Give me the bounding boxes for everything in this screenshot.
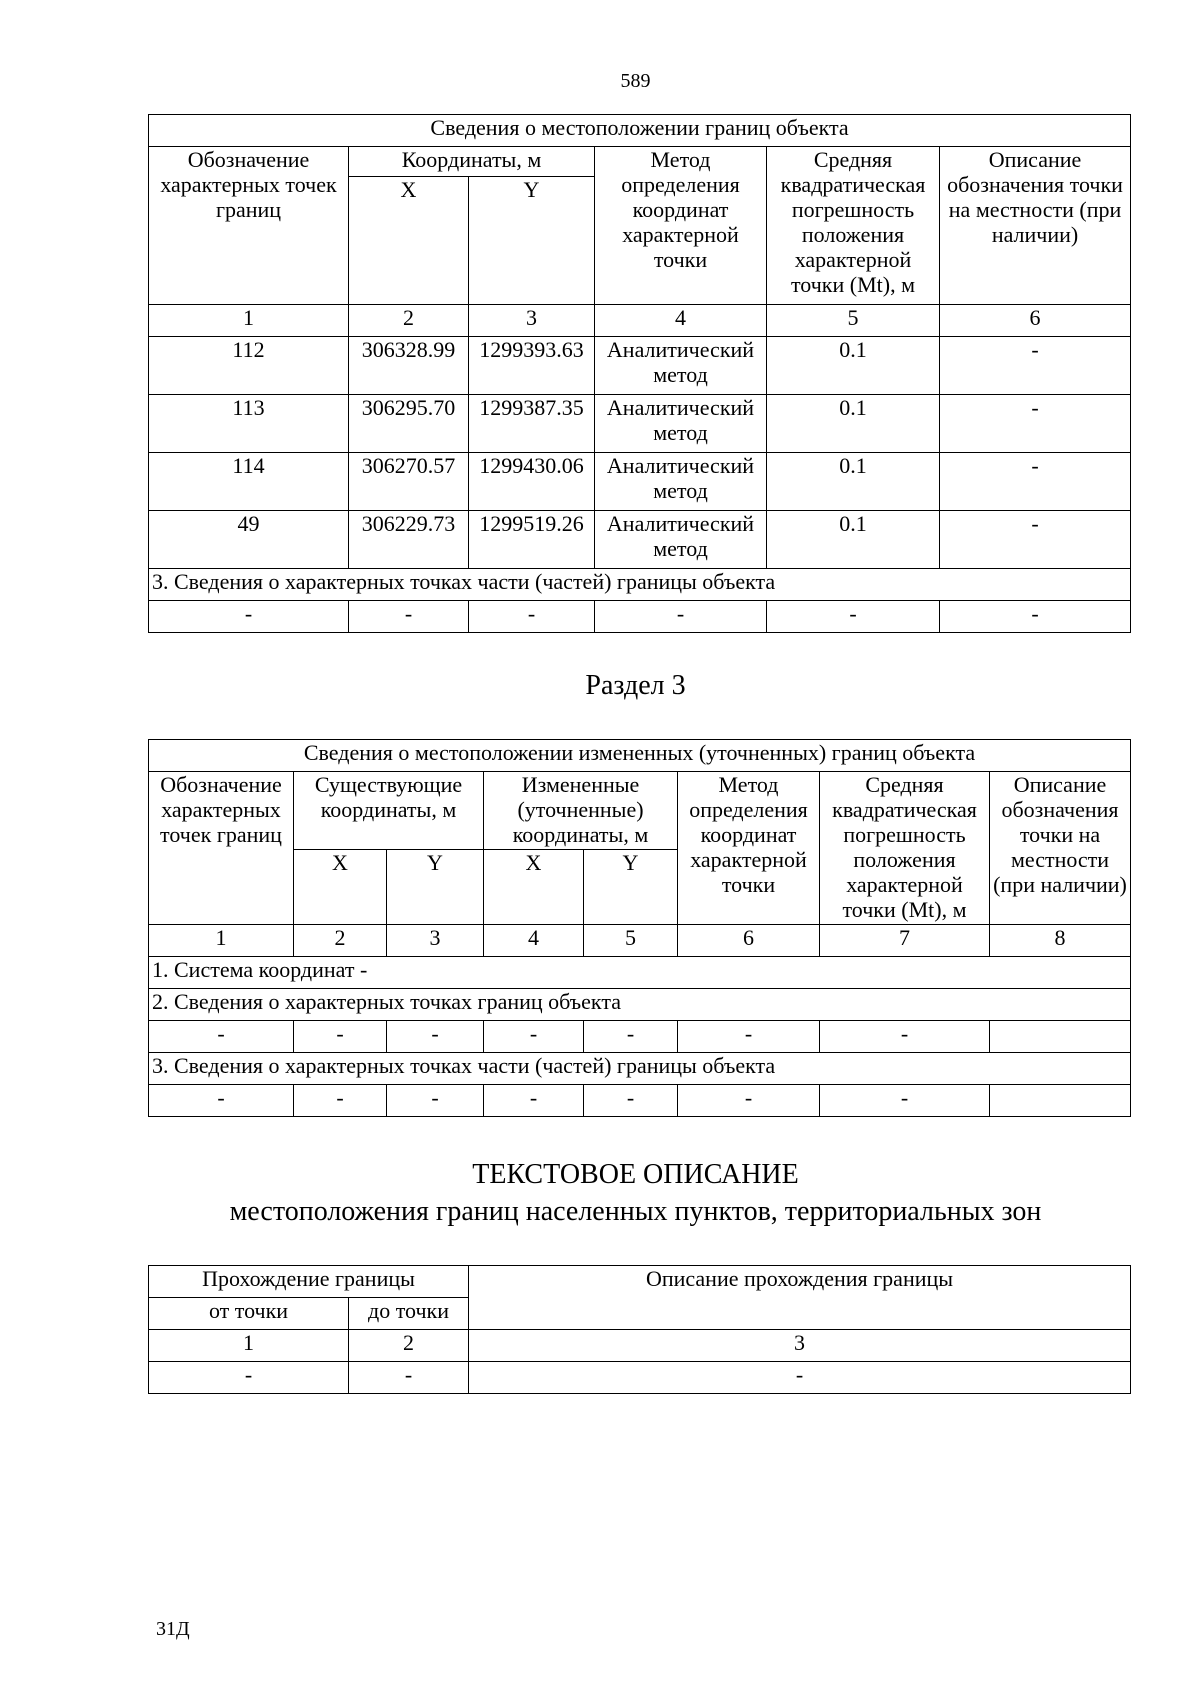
empty-cell	[990, 1021, 1131, 1053]
empty-cell: -	[294, 1021, 387, 1053]
empty-cell: -	[349, 601, 469, 633]
empty-cell: -	[469, 1362, 1131, 1394]
column-number: 7	[820, 925, 990, 957]
cell-point: 114	[149, 453, 349, 511]
header-description: Описание обозначения точки на местности (при наличии)	[940, 147, 1131, 305]
empty-cell: -	[484, 1021, 584, 1053]
coord-system-row: 1. Система координат -	[149, 957, 1131, 989]
cell-description: -	[940, 395, 1131, 453]
column-number: 3	[469, 1330, 1131, 1362]
boundary-points-table	[148, 114, 1131, 633]
changed-boundary-table	[148, 739, 1131, 1117]
header-method: Метод определения координат характерной точки	[678, 772, 820, 925]
empty-cell: -	[678, 1085, 820, 1117]
column-number: 6	[940, 305, 1131, 337]
empty-cell: -	[349, 1362, 469, 1394]
cell-x: 306229.73	[349, 511, 469, 569]
table-row	[149, 601, 1131, 633]
header-existing-coords: Существующие координаты, м	[294, 772, 484, 850]
empty-cell: -	[149, 1085, 294, 1117]
table-row	[149, 1085, 1131, 1117]
cell-x: 306270.57	[349, 453, 469, 511]
empty-cell: -	[149, 1021, 294, 1053]
text-description-subtitle: местоположения границ населенных пунктов, территориальных зон	[229, 1196, 1042, 1227]
column-number: 6	[678, 925, 820, 957]
header-coords: Координаты, м	[349, 147, 595, 177]
table-row	[149, 453, 1131, 511]
section-title: Раздел 3	[585, 670, 686, 701]
column-number: 4	[484, 925, 584, 957]
cell-point: 113	[149, 395, 349, 453]
cell-y: 1299519.26	[469, 511, 595, 569]
column-number: 8	[990, 925, 1131, 957]
cell-description: -	[940, 453, 1131, 511]
table-row	[149, 1362, 1131, 1394]
table-row	[149, 511, 1131, 569]
table-row	[149, 395, 1131, 453]
header-x: X	[349, 177, 469, 305]
table-row	[149, 337, 1131, 395]
column-number: 5	[584, 925, 678, 957]
cell-x: 306328.99	[349, 337, 469, 395]
cell-error: 0.1	[767, 453, 940, 511]
cell-error: 0.1	[767, 395, 940, 453]
header-error: Средняя квадратическая погрешность положения характерной точки (Mt), м	[820, 772, 990, 925]
column-number: 2	[349, 1330, 469, 1362]
empty-cell: -	[469, 601, 595, 633]
header-from-point: от точки	[149, 1298, 349, 1330]
header-y: Y	[387, 850, 484, 925]
column-number: 4	[595, 305, 767, 337]
column-number: 2	[349, 305, 469, 337]
header-y: Y	[469, 177, 595, 305]
cell-method: Аналитический метод	[595, 395, 767, 453]
header-description: Описание обозначения точки на местности (при наличии)	[990, 772, 1131, 925]
header-passage: Прохождение границы	[149, 1266, 469, 1298]
cell-description: -	[940, 337, 1131, 395]
section-heading: 3. Сведения о характерных точках части (частей) границы объекта	[149, 569, 1131, 601]
table-caption: Сведения о местоположении границ объекта	[149, 115, 1131, 147]
cell-point: 49	[149, 511, 349, 569]
empty-cell: -	[595, 601, 767, 633]
column-number: 1	[149, 1330, 349, 1362]
footer-code: 31Д	[156, 1618, 190, 1640]
cell-error: 0.1	[767, 337, 940, 395]
cell-point: 112	[149, 337, 349, 395]
empty-cell: -	[484, 1085, 584, 1117]
header-passage-description: Описание прохождения границы	[469, 1266, 1131, 1330]
column-number: 3	[469, 305, 595, 337]
text-description-title: ТЕКСТОВОЕ ОПИСАНИЕ	[472, 1159, 799, 1190]
cell-description: -	[940, 511, 1131, 569]
empty-cell: -	[149, 1362, 349, 1394]
empty-cell: -	[820, 1021, 990, 1053]
empty-cell: -	[387, 1085, 484, 1117]
header-y: Y	[584, 850, 678, 925]
header-changed-coords: Измененные (уточненные) координаты, м	[484, 772, 678, 850]
empty-cell: -	[767, 601, 940, 633]
cell-method: Аналитический метод	[595, 453, 767, 511]
cell-x: 306295.70	[349, 395, 469, 453]
header-to-point: до точки	[349, 1298, 469, 1330]
empty-cell: -	[678, 1021, 820, 1053]
cell-y: 1299387.35	[469, 395, 595, 453]
page-number: 589	[620, 70, 651, 92]
header-method: Метод определения координат характерной точки	[595, 147, 767, 305]
empty-cell: -	[584, 1021, 678, 1053]
column-number: 1	[149, 305, 349, 337]
column-number: 2	[294, 925, 387, 957]
boundary-passage-table	[148, 1265, 1131, 1394]
cell-method: Аналитический метод	[595, 511, 767, 569]
column-number: 3	[387, 925, 484, 957]
header-x: X	[484, 850, 584, 925]
column-number: 1	[149, 925, 294, 957]
header-point: Обозначение характерных точек границ	[149, 147, 349, 305]
section-heading: 2. Сведения о характерных точках границ объекта	[149, 989, 1131, 1021]
cell-method: Аналитический метод	[595, 337, 767, 395]
table-caption: Сведения о местоположении измененных (уточненных) границ объекта	[149, 740, 1131, 772]
header-x: X	[294, 850, 387, 925]
section-heading: 3. Сведения о характерных точках части (частей) границы объекта	[149, 1053, 1131, 1085]
empty-cell: -	[149, 601, 349, 633]
empty-cell	[990, 1085, 1131, 1117]
empty-cell: -	[940, 601, 1131, 633]
header-error: Средняя квадратическая погрешность положения характерной точки (Mt), м	[767, 147, 940, 305]
header-point: Обозначение характерных точек границ	[149, 772, 294, 925]
cell-y: 1299430.06	[469, 453, 595, 511]
table-row	[149, 1021, 1131, 1053]
empty-cell: -	[820, 1085, 990, 1117]
cell-y: 1299393.63	[469, 337, 595, 395]
column-number: 5	[767, 305, 940, 337]
empty-cell: -	[294, 1085, 387, 1117]
cell-error: 0.1	[767, 511, 940, 569]
empty-cell: -	[584, 1085, 678, 1117]
empty-cell: -	[387, 1021, 484, 1053]
